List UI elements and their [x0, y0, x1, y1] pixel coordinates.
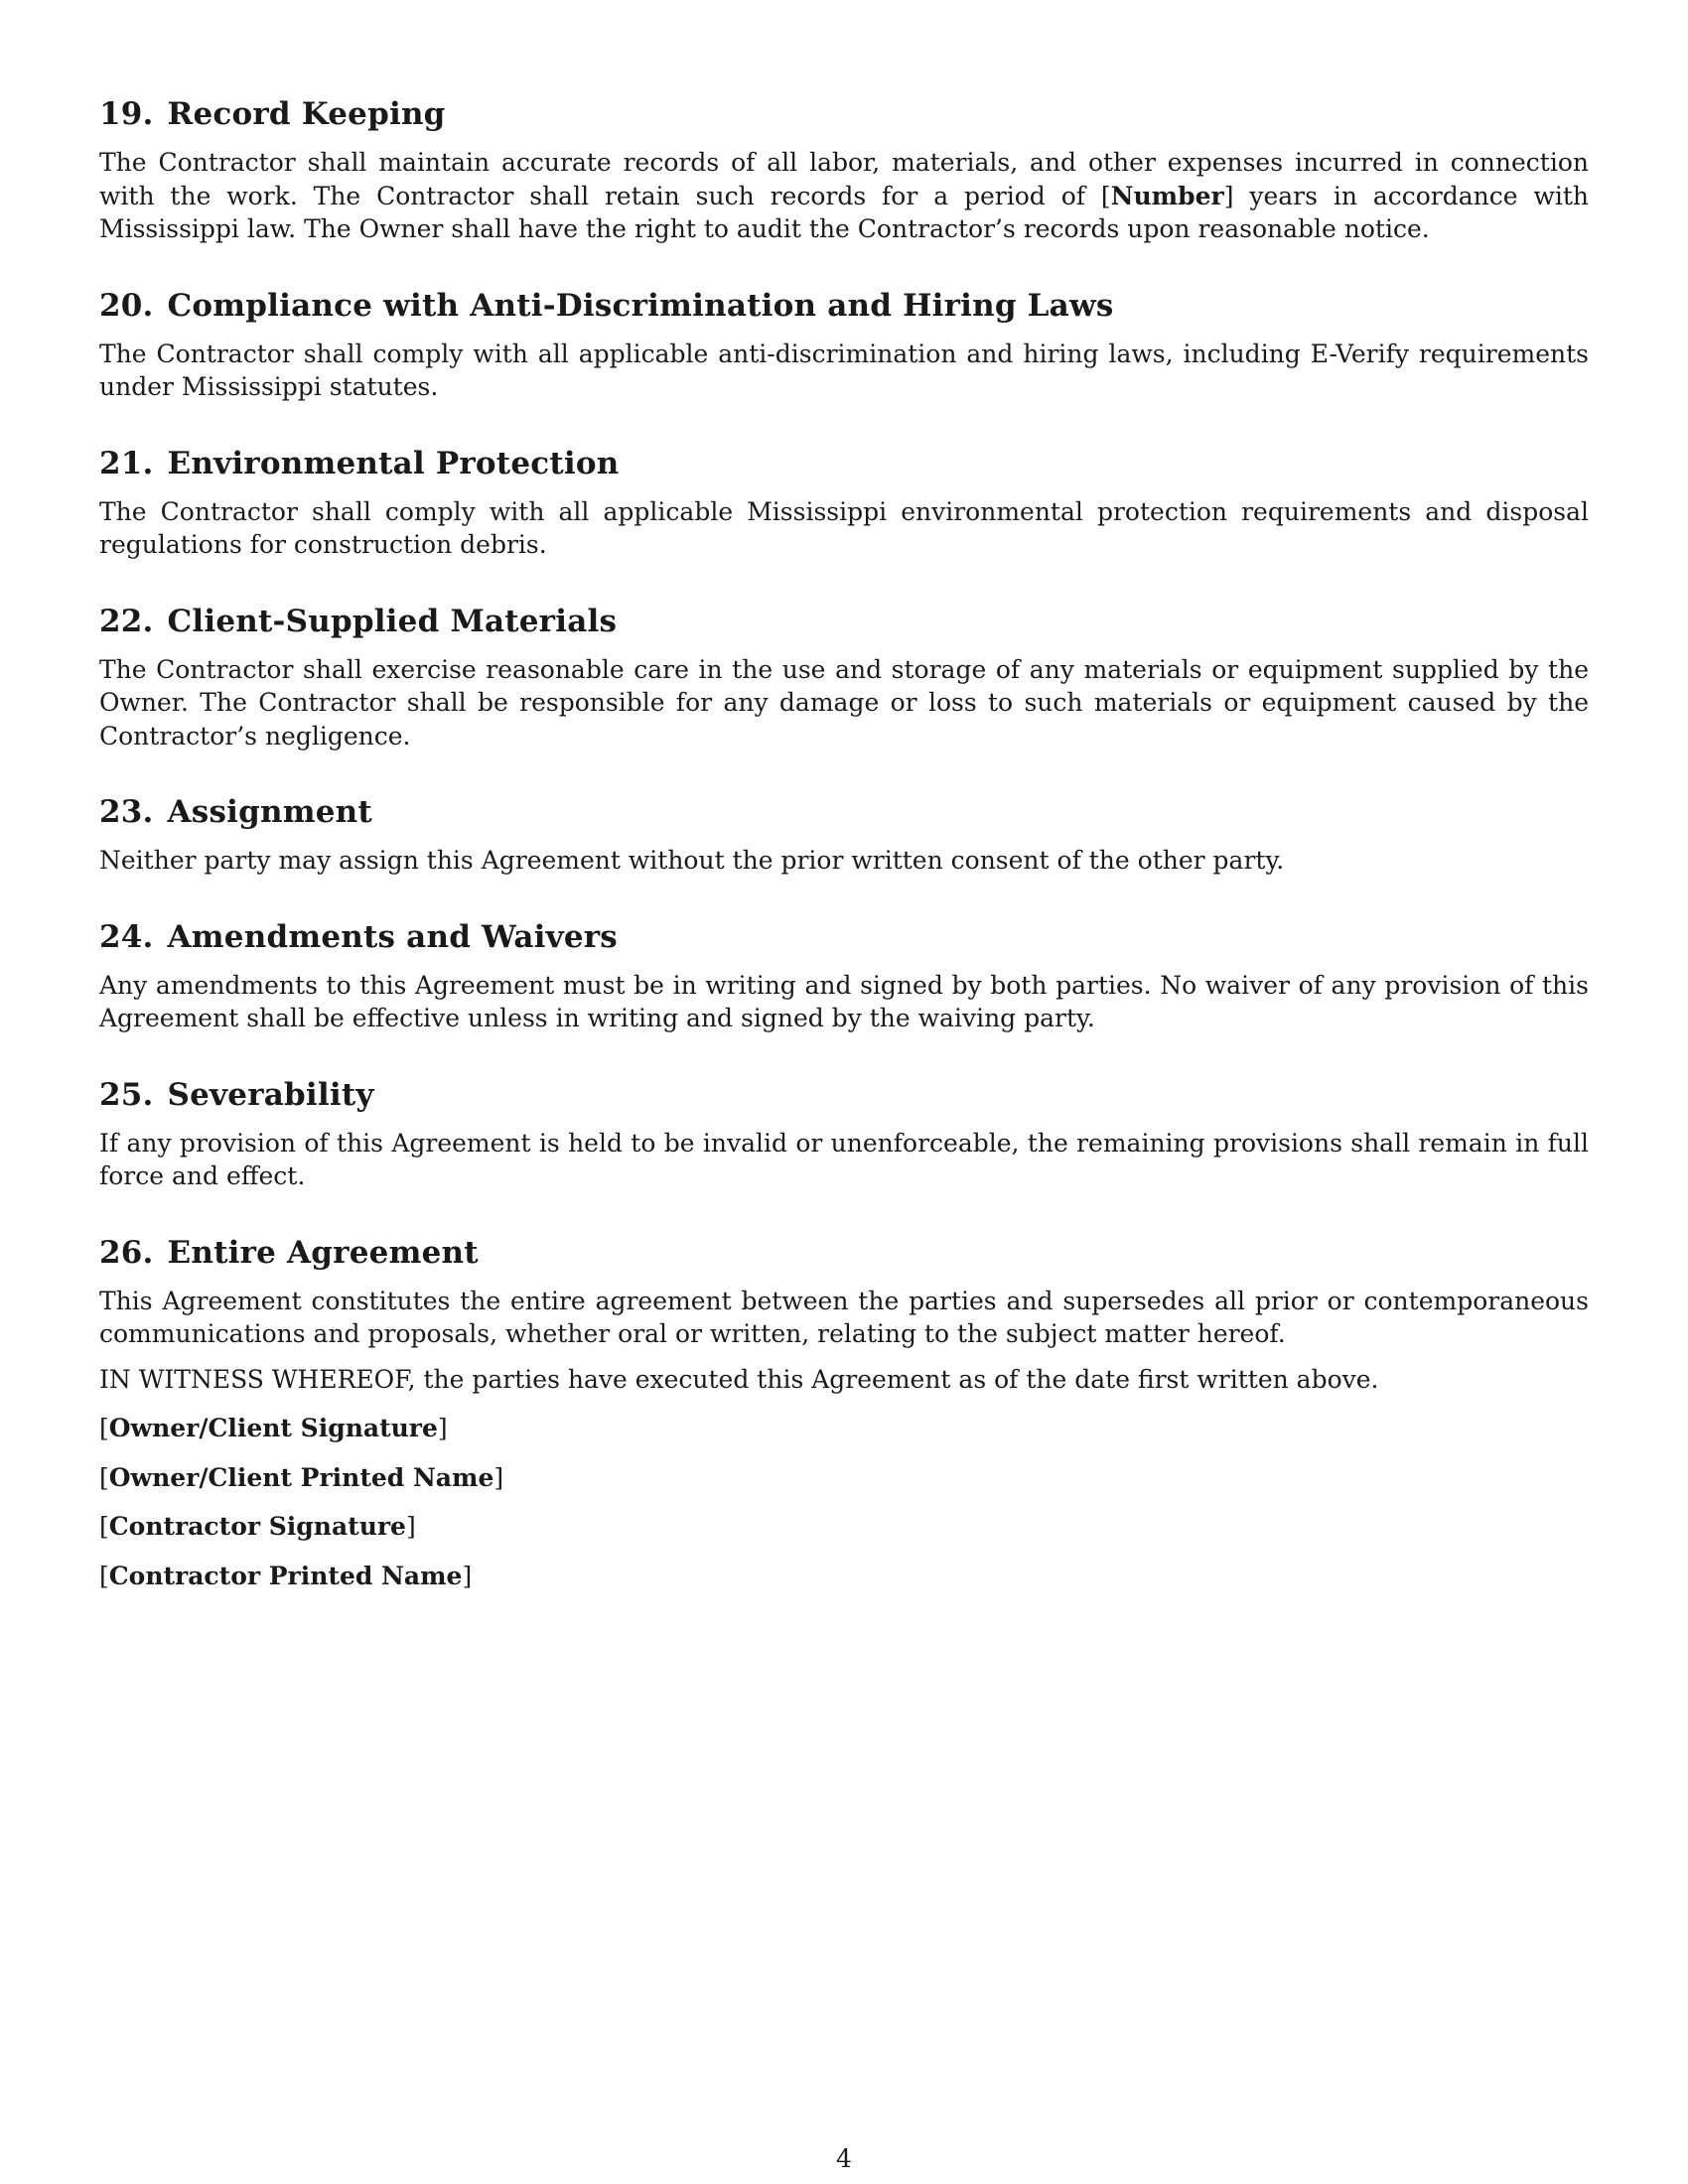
section-heading — [99, 444, 1589, 483]
section-title: Severability — [167, 1076, 374, 1113]
placeholder-number: Number — [1110, 181, 1224, 210]
section-heading — [99, 792, 1589, 832]
section-title: Client-Supplied Materials — [167, 603, 618, 639]
section-body: Any amendments to this Agreement must be in writing and signed by both parties. No waiver of any provision of this Agreement shall be effective unless in writing and signed by the waiving party. — [99, 970, 1589, 1032]
section-title: Compliance with Anti-Discrimination and Hiring Laws — [167, 287, 1114, 324]
section-heading — [99, 1075, 1589, 1115]
section-body: Neither party may assign this Agreement without the prior written consent of the other party. — [99, 846, 1285, 875]
section-heading — [99, 602, 1589, 641]
section-title: Amendments and Waivers — [167, 918, 618, 955]
section-heading — [99, 917, 1589, 957]
witness-statement: IN WITNESS WHEREOF, the parties have executed this Agreement as of the date first written above. — [99, 1364, 1379, 1394]
section-21-environmental-protection — [99, 444, 1589, 562]
section-number: 20. — [99, 287, 154, 324]
section-body: The Contractor shall comply with all applicable anti-discrimination and hiring laws, including E-Verify requirements under Mississippi statutes. — [99, 339, 1589, 401]
signature-line-contractor-printed-name: [Contractor Printed Name] — [99, 1561, 473, 1590]
section-title: Environmental Protection — [167, 445, 620, 481]
section-title: Entire Agreement — [167, 1234, 479, 1271]
section-22-client-supplied-materials — [99, 602, 1589, 753]
signature-line-contractor-signature: [Contractor Signature] — [99, 1512, 416, 1541]
section-number: 24. — [99, 918, 154, 955]
section-number: 22. — [99, 603, 154, 639]
section-number: 23. — [99, 794, 154, 830]
section-body: If any provision of this Agreement is held to be invalid or unenforceable, the remaining provisions shall remain in full force and effect. — [99, 1128, 1589, 1190]
section-body: The Contractor shall maintain accurate records of all labor, materials, and other expenses incurred in connection with the work. The Contractor shall retain such records for a period of [Number] years in accordance with Mississippi law. The Owner shall have the right to audit the Contractor’s records upon reasonable notice. — [99, 148, 1589, 243]
page-number: 4 — [836, 2144, 852, 2173]
section-24-amendments-and-waivers — [99, 917, 1589, 1035]
section-19-record-keeping — [99, 94, 1589, 246]
section-body: This Agreement constitutes the entire agreement between the parties and supersedes all prior or contemporaneous communications and proposals, whether oral or written, relating to the subject matter hereof. — [99, 1286, 1589, 1348]
document-page — [99, 94, 1589, 1608]
section-heading — [99, 1233, 1589, 1273]
section-25-severability — [99, 1075, 1589, 1193]
section-body: The Contractor shall comply with all applicable Mississippi environmental protection requirements and disposal regulations for construction debris. — [99, 496, 1589, 559]
section-heading — [99, 286, 1589, 326]
section-title: Assignment — [167, 794, 372, 830]
section-number: 21. — [99, 445, 154, 481]
signature-line-owner-signature: [Owner/Client Signature] — [99, 1414, 448, 1442]
section-body: The Contractor shall exercise reasonable care in the use and storage of any materials or equipment supplied by the Owner. The Contractor shall be responsible for any damage or loss to such materials or equipment caused by the Contractor’s negligence. — [99, 654, 1589, 751]
section-26-entire-agreement — [99, 1233, 1589, 1351]
section-23-assignment — [99, 792, 1589, 878]
section-number: 26. — [99, 1234, 154, 1271]
section-number: 25. — [99, 1076, 154, 1113]
signature-line-owner-printed-name: [Owner/Client Printed Name] — [99, 1462, 504, 1492]
section-number: 19. — [99, 96, 154, 132]
section-title: Record Keeping — [167, 96, 446, 132]
section-heading — [99, 94, 1589, 134]
section-20-compliance — [99, 286, 1589, 404]
